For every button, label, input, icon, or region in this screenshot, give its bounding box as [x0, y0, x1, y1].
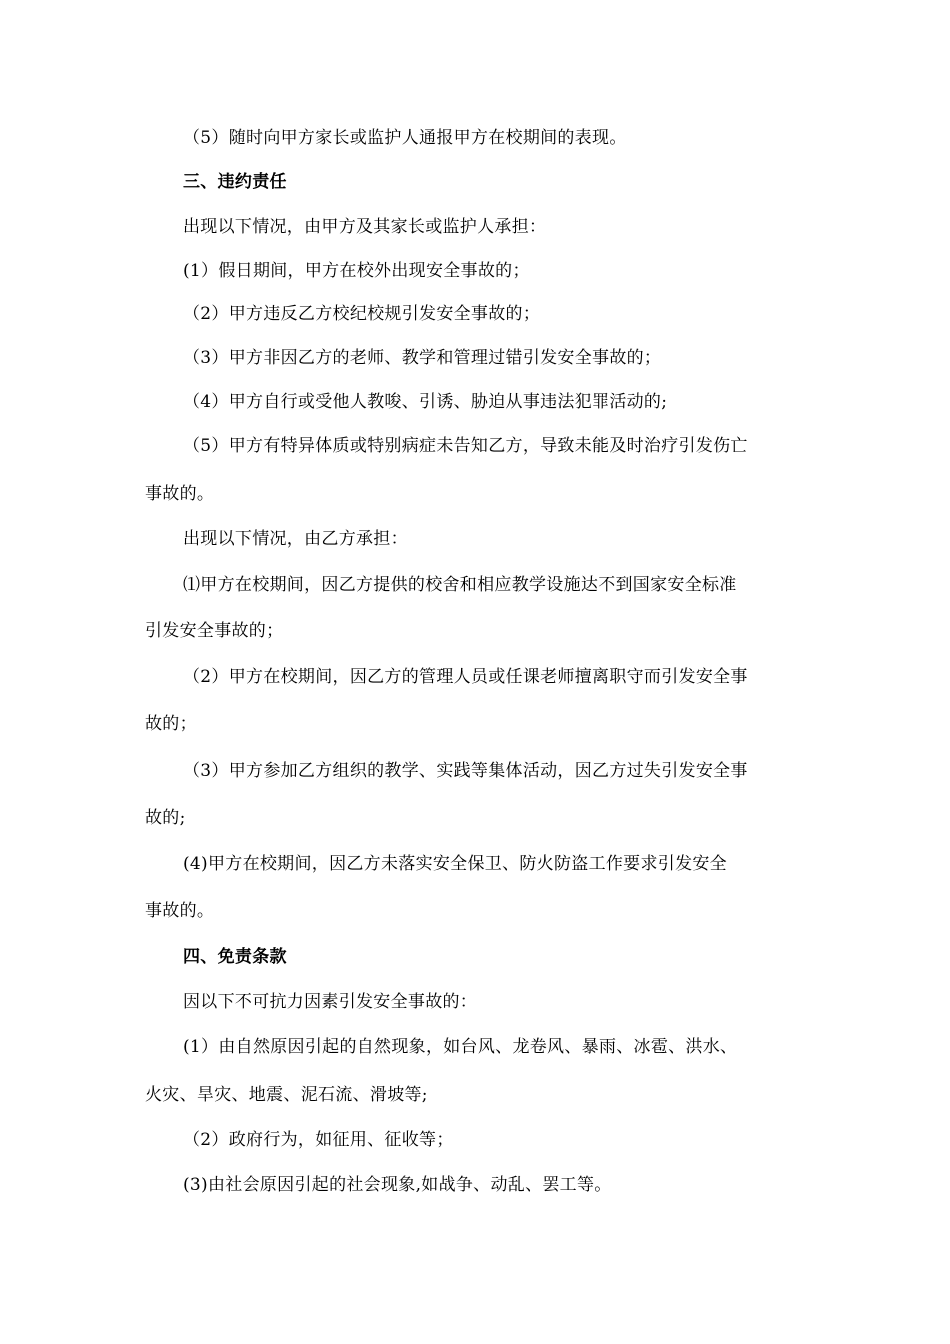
- party-b-item-2-line-2: 故的；: [145, 714, 197, 734]
- party-b-item-4-line-1: (4)甲方在校期间，因乙方未落实安全保卫、防火防盗工作要求引发安全: [183, 854, 727, 874]
- party-b-item-3-line-2: 故的;: [145, 808, 186, 828]
- party-a-item-2: （2）甲方违反乙方校纪校规引发安全事故的；: [183, 304, 541, 324]
- party-b-item-4-line-2: 事故的。: [145, 901, 215, 921]
- party-b-item-1-line-1: ⑴甲方在校期间，因乙方提供的校舍和相应教学设施达不到国家安全标准: [183, 575, 737, 595]
- party-b-item-3-line-1: （3）甲方参加乙方组织的教学、实践等集体活动，因乙方过失引发安全事: [183, 761, 748, 781]
- exemption-item-1-line-1: (1）由自然原因引起的自然现象，如台风、龙卷风、暴雨、冰雹、洪水、: [183, 1037, 738, 1057]
- party-a-item-5-line-2: 事故的。: [145, 484, 215, 504]
- party-a-item-4: （4）甲方自行或受他人教唆、引诱、胁迫从事违法犯罪活动的;: [183, 392, 668, 412]
- section-heading-breach: 三、违约责任: [183, 172, 287, 192]
- party-a-item-1: (1）假日期间，甲方在校外出现安全事故的；: [183, 261, 530, 281]
- party-b-item-1-line-2: 引发安全事故的；: [145, 621, 284, 641]
- party-a-liability-intro: 出现以下情况，由甲方及其家长或监护人承担：: [183, 217, 547, 237]
- exemption-item-2: （2）政府行为，如征用、征收等；: [183, 1130, 454, 1150]
- party-a-item-5-line-1: （5）甲方有特异体质或特别病症未告知乙方，导致未能及时治疗引发伤亡: [183, 436, 748, 456]
- party-a-item-3: （3）甲方非因乙方的老师、教学和管理过错引发安全事故的；: [183, 348, 662, 368]
- clause-2-5: （5）随时向甲方家长或监护人通报甲方在校期间的表现。: [183, 128, 627, 148]
- party-b-liability-intro: 出现以下情况，由乙方承担：: [183, 529, 408, 549]
- party-b-item-2-line-1: （2）甲方在校期间，因乙方的管理人员或任课老师擅离职守而引发安全事: [183, 667, 748, 687]
- force-majeure-intro: 因以下不可抗力因素引发安全事故的：: [183, 992, 478, 1012]
- exemption-item-1-line-2: 火灾、旱灾、地震、泥石流、滑坡等;: [145, 1085, 428, 1105]
- exemption-item-3: (3)由社会原因引起的社会现象,如战争、动乱、罢工等。: [183, 1175, 612, 1195]
- section-heading-exemption: 四、免责条款: [183, 947, 287, 967]
